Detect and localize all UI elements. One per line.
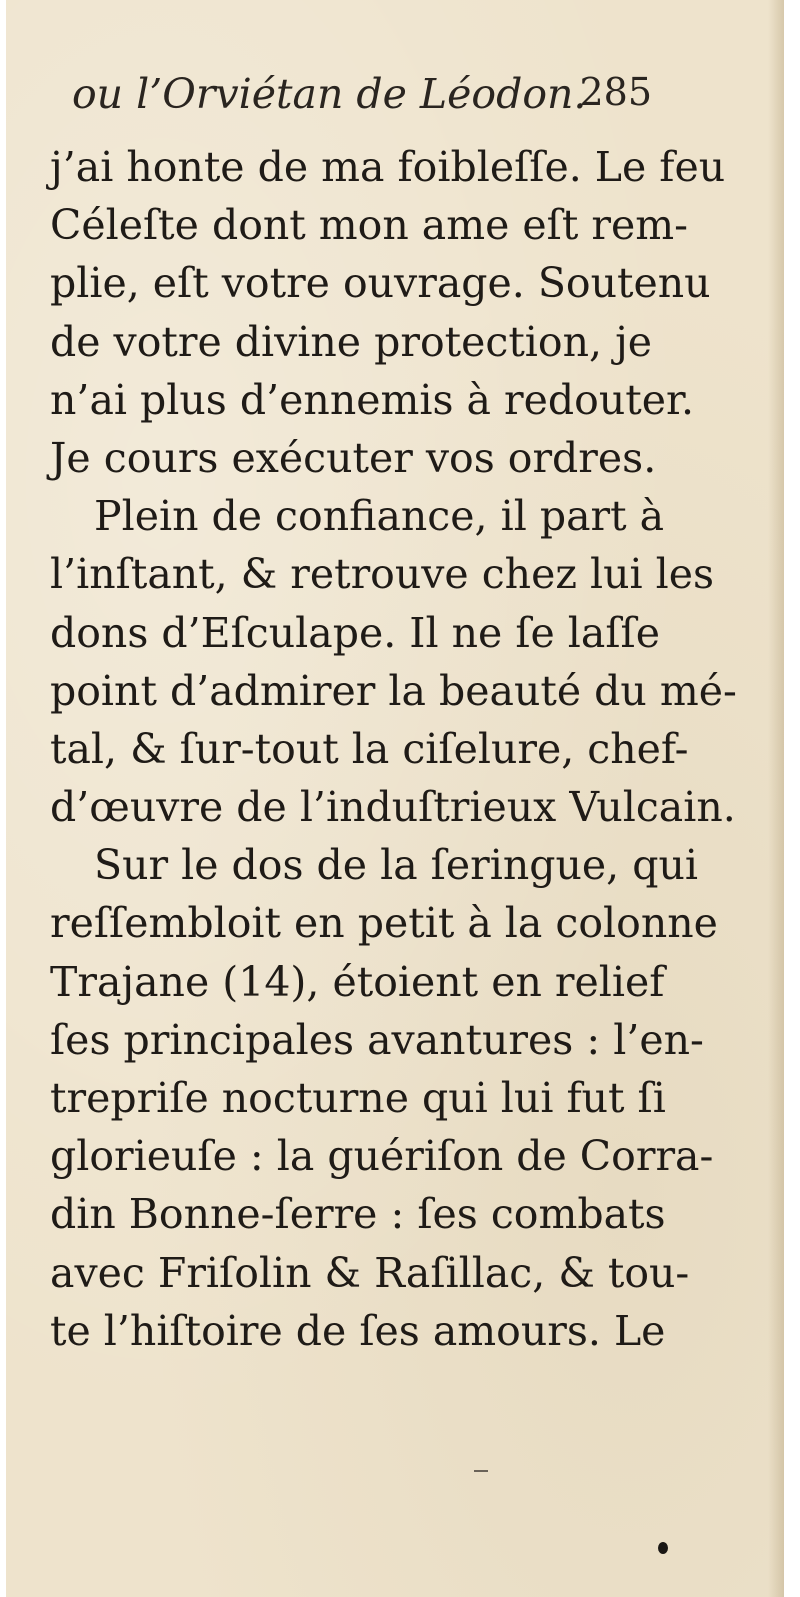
text-line: Je cours exécuter vos ordres. [50, 433, 657, 482]
ink-dot [658, 1542, 668, 1554]
text-line: point d’admirer la beauté du mé- [50, 666, 737, 715]
text-line: avec Friſolin & Raſillac, & tou- [50, 1248, 690, 1297]
book-page [6, 0, 784, 1597]
text-line: glorieuſe : la guériſon de Corra- [50, 1132, 714, 1181]
text-line: Céleſte dont mon ame eſt rem- [50, 201, 688, 250]
text-line: d’œuvre de l’induſtrieux Vulcain. [50, 783, 736, 832]
ink-mark [474, 1470, 488, 1472]
running-head [72, 70, 652, 130]
page-number: 285 [579, 70, 652, 114]
text-line: l’inſtant, & retrouve chez lui les [50, 550, 715, 599]
text-line: n’ai plus d’ennemis à redouter. [50, 375, 695, 424]
page-edge-shadow [768, 0, 784, 1597]
text-line: din Bonne-ſerre : ſes combats [50, 1190, 666, 1239]
text-line: j’ai honte de ma foibleſſe. Le feu [50, 143, 726, 191]
text-line: trepriſe nocturne qui lui fut ſi [50, 1074, 666, 1122]
text-line: ſes principales avantures : l’en- [50, 1015, 704, 1064]
text-line: dons d’Eſculape. Il ne ſe laſſe [50, 608, 660, 657]
text-line: reſſembloit en petit à la colonne [50, 899, 718, 948]
body-text [50, 138, 737, 1360]
text-line: Trajane (14), étoient en relief [50, 957, 665, 1006]
running-head-title: ou l’Orviétan de Léodon. [72, 70, 587, 118]
text-line: tal, & ſur-tout la ciſelure, chef- [50, 724, 689, 773]
text-line: te l’hiſtoire de ſes amours. Le [50, 1306, 666, 1355]
text-line: plie, eſt votre ouvrage. Soutenu [50, 259, 711, 308]
text-line: de votre divine protection, je [50, 317, 653, 366]
paragraph-start-line: Plein de confiance, il part à [94, 492, 665, 541]
paragraph-start-line: Sur le dos de la ſeringue, qui [94, 841, 698, 890]
